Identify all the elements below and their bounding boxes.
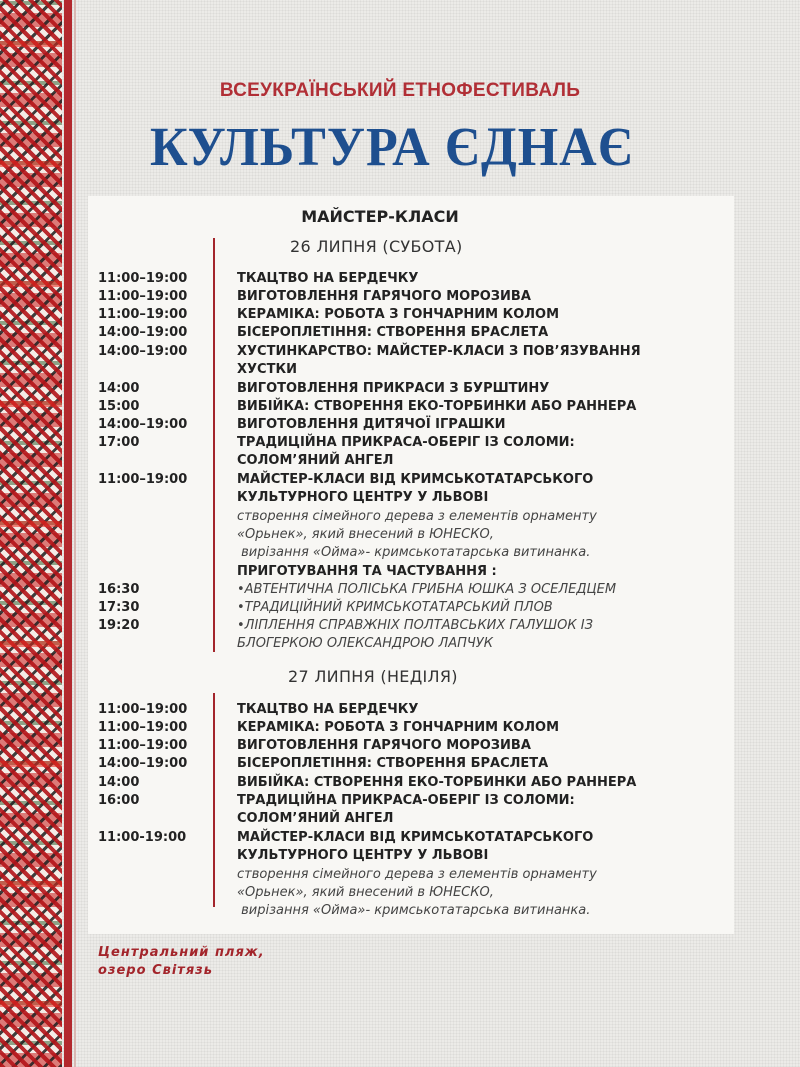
- day1-title: 26 ЛИПНЯ (СУБОТА): [290, 237, 463, 256]
- event-location: [98, 944, 265, 980]
- schedule-activity: ВИБІЙКА: СТВОРЕННЯ ЕКО-ТОРБИНКИ АБО РАННЕРА: [237, 775, 637, 790]
- schedule-time: 17:00: [98, 435, 140, 450]
- note-line: «Орьнек», який внесений в ЮНЕСКО,: [237, 527, 494, 542]
- note-line: вирізання «Ойма»- кримськотатарська витинанка.: [237, 545, 591, 560]
- day2-title: 27 ЛИПНЯ (НЕДІЛЯ): [288, 667, 458, 686]
- cooking-title: ПРИГОТУВАННЯ ТА ЧАСТУВАННЯ :: [237, 564, 497, 579]
- embroidery-ornament: [0, 0, 62, 1067]
- schedule-activity: КЕРАМІКА: РОБОТА З ГОНЧАРНИМ КОЛОМ: [237, 307, 560, 322]
- section-title: МАЙСТЕР-КЛАСИ: [301, 207, 459, 226]
- festival-subtitle: ВСЕУКРАЇНСЬКИЙ ЕТНОФЕСТИВАЛЬ: [219, 80, 581, 101]
- cooking-item: •ТРАДИЦІЙНИЙ КРИМСЬКОТАТАРСЬКИЙ ПЛОВ: [237, 600, 553, 615]
- cooking-item: •ЛІПЛЕННЯ СПРАВЖНІХ ПОЛТАВСЬКИХ ГАЛУШОК ІЗ БЛОГЕРКОЮ ОЛЕКСАНДРОЮ ЛАПЧУК: [237, 618, 593, 651]
- schedule-activity: ВИГОТОВЛЕННЯ ГАРЯЧОГО МОРОЗИВА: [237, 289, 531, 304]
- cooking-item: •АВТЕНТИЧНА ПОЛІСЬКА ГРИБНА ЮШКА З ОСЕЛЕДЦЕМ: [237, 582, 617, 597]
- schedule-activity: ВИГОТОВЛЕННЯ ПРИКРАСИ З БУРШТИНУ: [237, 381, 550, 396]
- schedule-time: 16:30: [98, 582, 140, 597]
- schedule-time: 11:00–19:00: [98, 289, 188, 304]
- thin-border-stripe: [74, 0, 76, 1067]
- schedule-activity: ТРАДИЦІЙНА ПРИКРАСА-ОБЕРІГ ІЗ СОЛОМИ: СОЛОМ’ЯНИЙ АНГЕЛ: [237, 793, 575, 826]
- note-line: «Орьнек», який внесений в ЮНЕСКО,: [237, 885, 494, 900]
- location-line: озеро Світязь: [98, 963, 213, 978]
- schedule-activity: ВИБІЙКА: СТВОРЕННЯ ЕКО-ТОРБИНКИ АБО РАННЕРА: [237, 399, 637, 414]
- day2-divider: [213, 693, 215, 907]
- schedule-time: 11:00–19:00: [98, 472, 188, 487]
- schedule-activity: ТРАДИЦІЙНА ПРИКРАСА-ОБЕРІГ ІЗ СОЛОМИ: СОЛОМ’ЯНИЙ АНГЕЛ: [237, 435, 575, 468]
- schedule-time: 14:00: [98, 775, 140, 790]
- schedule-activity: ТКАЦТВО НА БЕРДЕЧКУ: [237, 702, 419, 717]
- schedule-activity: ХУСТИНКАРСТВО: МАЙСТЕР-КЛАСИ З ПОВ’ЯЗУВАННЯ ХУСТКИ: [237, 344, 641, 377]
- schedule-time: 11:00–19:00: [98, 738, 188, 753]
- schedule-time: 14:00–19:00: [98, 344, 188, 359]
- schedule-time: 16:00: [98, 793, 140, 808]
- schedule-time: 11:00–19:00: [98, 307, 188, 322]
- schedule-time: 19:20: [98, 618, 140, 633]
- schedule-time: 14:00–19:00: [98, 325, 188, 340]
- schedule-activity: МАЙСТЕР-КЛАСИ ВІД КРИМСЬКОТАТАРСЬКОГО КУЛЬТУРНОГО ЦЕНТРУ У ЛЬВОВІ: [237, 472, 594, 505]
- schedule-activity: БІСЕРОПЛЕТІННЯ: СТВОРЕННЯ БРАСЛЕТА: [237, 756, 549, 771]
- schedule-time: 17:30: [98, 600, 140, 615]
- location-line: Центральний пляж,: [98, 945, 265, 960]
- schedule-activity: ВИГОТОВЛЕННЯ ДИТЯЧОЇ ІГРАШКИ: [237, 417, 506, 432]
- schedule-time: 14:00–19:00: [98, 417, 188, 432]
- schedule-time: 15:00: [98, 399, 140, 414]
- note-line: створення сімейного дерева з елементів орнаменту: [237, 867, 597, 882]
- schedule-time: 14:00–19:00: [98, 756, 188, 771]
- schedule-time: 11:00–19:00: [98, 271, 188, 286]
- festival-title: КУЛЬТУРА ЄДНАЄ: [150, 117, 635, 178]
- schedule-activity: БІСЕРОПЛЕТІННЯ: СТВОРЕННЯ БРАСЛЕТА: [237, 325, 549, 340]
- schedule-time: 14:00: [98, 381, 140, 396]
- note-line: створення сімейного дерева з елементів орнаменту: [237, 509, 597, 524]
- schedule-activity: ВИГОТОВЛЕННЯ ГАРЯЧОГО МОРОЗИВА: [237, 738, 531, 753]
- schedule-activity: ТКАЦТВО НА БЕРДЕЧКУ: [237, 271, 419, 286]
- schedule-time: 11:00-19:00: [98, 830, 187, 845]
- schedule-activity: КЕРАМІКА: РОБОТА З ГОНЧАРНИМ КОЛОМ: [237, 720, 560, 735]
- day1-divider: [213, 238, 215, 652]
- schedule-time: 11:00–19:00: [98, 702, 188, 717]
- schedule-activity: МАЙСТЕР-КЛАСИ ВІД КРИМСЬКОТАТАРСЬКОГО КУЛЬТУРНОГО ЦЕНТРУ У ЛЬВОВІ: [237, 830, 594, 863]
- red-border-stripe: [64, 0, 72, 1067]
- note-line: вирізання «Ойма»- кримськотатарська витинанка.: [237, 903, 591, 918]
- schedule-time: 11:00–19:00: [98, 720, 188, 735]
